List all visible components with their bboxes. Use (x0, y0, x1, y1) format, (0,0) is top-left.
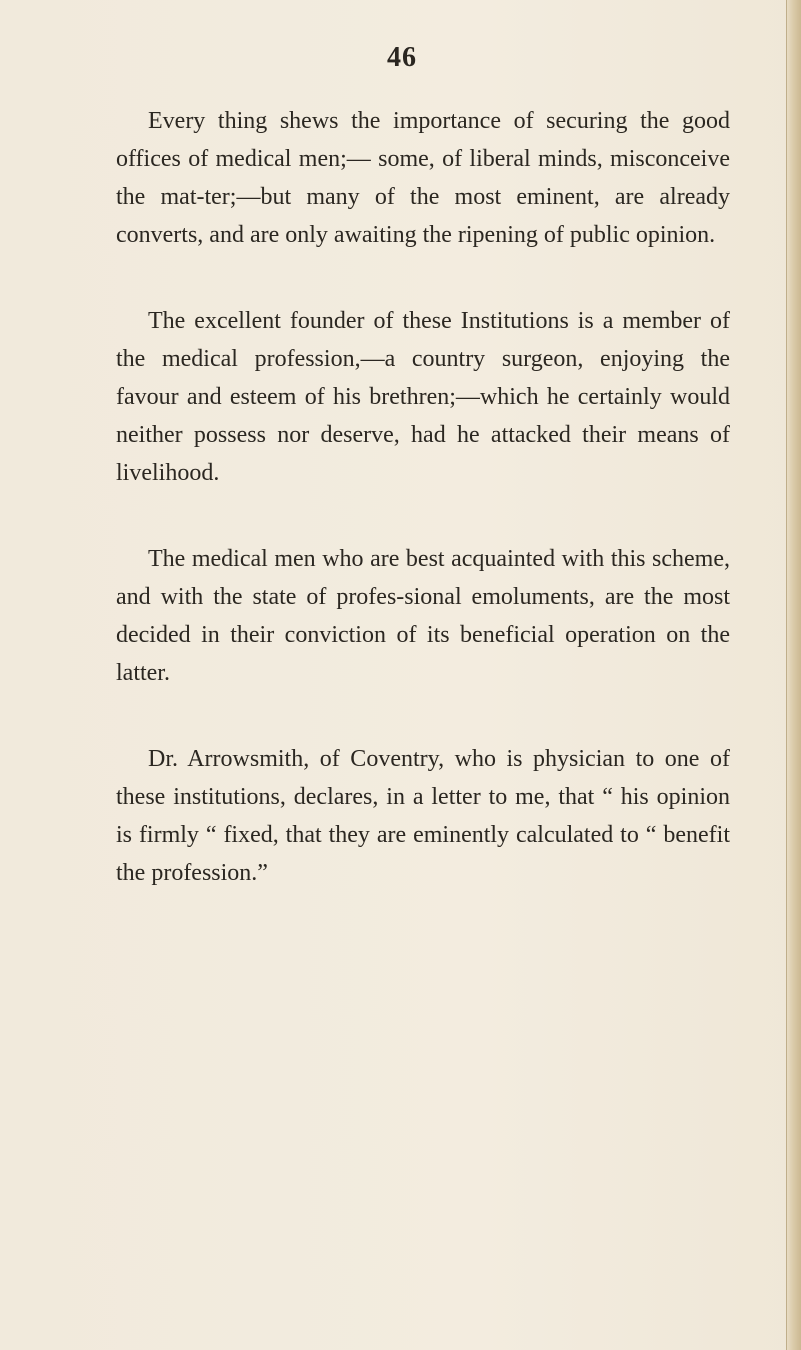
paragraph-2: The excellent founder of these Institutions is a member of the medical profession,—a country surgeon, enjoying the favour and esteem of his brethren;—which he certainly would neither possess nor deserve, had he attacked their means of livelihood. (116, 308, 730, 486)
paragraph-1: Every thing shews the importance of securing the good offices of medical men;— some, of liberal minds, misconceive the mat-ter;—but many of the most eminent, are already converts, and are only awaiting the ripening of public opinion. (116, 108, 730, 248)
page-number: 46 (387, 42, 417, 73)
body-text (116, 102, 730, 940)
paragraph-4: Dr. Arrowsmith, of Coventry, who is physician to one of these institutions, declares, in a letter to me, that “ his opinion is firmly “ fixed, that they are eminently calculated to “ benefit the profession.” (116, 746, 730, 886)
page-edge (786, 0, 801, 1350)
paragraph-3: The medical men who are best acquainted with this scheme, and with the state of profes-sional emoluments, are the most decided in their conviction of its beneficial operation on the latter. (116, 546, 730, 686)
